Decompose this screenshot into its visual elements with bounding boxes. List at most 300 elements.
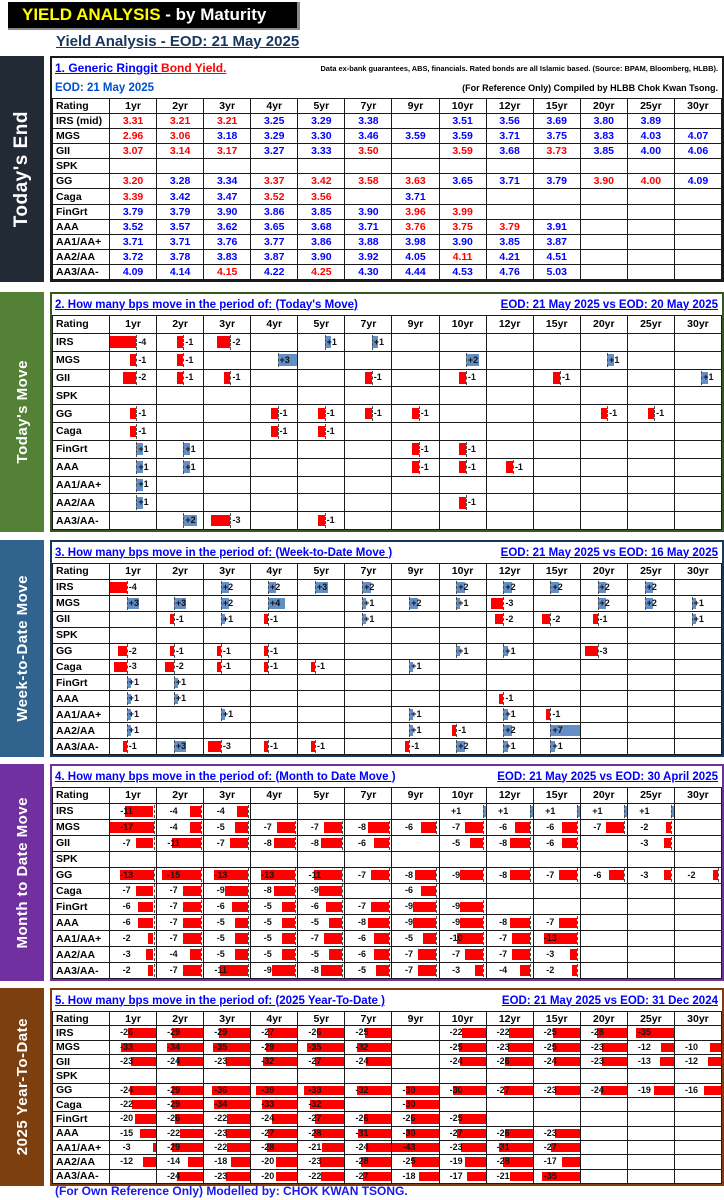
- move-value: -7: [122, 885, 131, 896]
- move-cell: [204, 1098, 251, 1112]
- move-cell: [110, 459, 157, 477]
- tenor-column-header: 7yr: [345, 788, 392, 804]
- yield-cell: 3.38: [345, 114, 392, 129]
- move-cell: [157, 352, 204, 370]
- move-cell: [534, 804, 581, 820]
- move-cell: [204, 931, 251, 947]
- negative-move-bar: [470, 838, 483, 848]
- move-cell: [110, 963, 157, 979]
- row-label: AAA: [53, 220, 110, 235]
- move-cell: [157, 899, 204, 915]
- empty-cell: [628, 441, 675, 459]
- yield-cell: 3.71: [157, 235, 204, 250]
- tenor-column-header: 1yr: [110, 316, 157, 334]
- empty-cell: [487, 370, 534, 388]
- move-cell: [628, 1041, 675, 1055]
- yield-cell: 3.76: [204, 235, 251, 250]
- empty-cell: [628, 1170, 675, 1184]
- databar-axis: [248, 821, 249, 834]
- negative-move-bar: [710, 1043, 721, 1052]
- move-value: -1: [269, 645, 278, 656]
- move-value: -27: [355, 1170, 369, 1181]
- move-value: -25: [355, 1027, 369, 1038]
- negative-move-bar: [459, 1043, 486, 1052]
- databar-axis: [671, 805, 672, 818]
- databar-axis: [248, 932, 249, 945]
- yield-cell: 4.00: [628, 174, 675, 189]
- empty-cell: [628, 723, 675, 739]
- empty-cell: [298, 628, 345, 644]
- empty-cell: [487, 441, 534, 459]
- move-value: -3: [640, 837, 649, 848]
- move-value: -25: [543, 1027, 557, 1038]
- move-cell: [345, 370, 392, 388]
- empty-cell: [392, 144, 439, 159]
- move-value: +2: [505, 581, 516, 592]
- negative-move-bar: [609, 870, 624, 880]
- tenor-column-header: 15yr: [534, 1012, 581, 1026]
- empty-cell: [628, 1098, 675, 1112]
- move-value: -1: [609, 408, 618, 419]
- move-cell: [157, 334, 204, 352]
- comparison-dates-label: EOD: 21 May 2025 vs EOD: 20 May 2025: [500, 298, 718, 311]
- yield-cell: 3.78: [157, 250, 204, 265]
- databar-axis: [483, 868, 484, 881]
- move-cell: [392, 899, 439, 915]
- move-cell: [298, 334, 345, 352]
- move-value: -30: [449, 1084, 463, 1095]
- negative-move-bar: [132, 1100, 156, 1109]
- move-value: -4: [216, 805, 225, 816]
- move-value: -26: [355, 1113, 369, 1124]
- empty-cell: [675, 1141, 722, 1155]
- empty-cell: [581, 334, 628, 352]
- tenor-column-header: 25yr: [628, 1012, 675, 1026]
- databar-axis: [577, 948, 578, 961]
- move-value: +1: [693, 597, 704, 608]
- empty-cell: [392, 852, 439, 868]
- empty-cell: [487, 512, 534, 530]
- negative-move-bar: [110, 582, 127, 592]
- empty-cell: [204, 459, 251, 477]
- move-cell: [251, 1084, 298, 1098]
- databar-axis: [154, 932, 155, 945]
- empty-cell: [157, 580, 204, 596]
- empty-cell: [581, 159, 628, 174]
- empty-cell: [581, 884, 628, 900]
- empty-cell: [345, 352, 392, 370]
- move-value: -11: [120, 805, 133, 816]
- databar-axis: [248, 948, 249, 961]
- tenor-column-header: 9yr: [392, 788, 439, 804]
- empty-cell: [581, 963, 628, 979]
- move-cell: [440, 915, 487, 931]
- section-title-red: Bond Yield.: [161, 61, 227, 75]
- row-label: AA1/AA+: [53, 1141, 110, 1155]
- move-cell: [345, 931, 392, 947]
- move-cell: [440, 868, 487, 884]
- move-value: +1: [364, 613, 375, 624]
- report-title: YIELD ANALYSIS: [22, 5, 161, 24]
- move-cell: [534, 370, 581, 388]
- move-cell: [487, 707, 534, 723]
- negative-move-bar: [118, 646, 126, 656]
- tenor-column-header: 9yr: [392, 564, 439, 580]
- move-value: -13: [637, 1056, 651, 1067]
- empty-cell: [298, 691, 345, 707]
- move-value: -29: [167, 1142, 181, 1153]
- negative-move-bar: [235, 933, 248, 943]
- yield-cell: 4.06: [675, 144, 722, 159]
- databar-axis: [389, 868, 390, 881]
- row-label: AA3/AA-: [53, 265, 110, 280]
- empty-cell: [581, 899, 628, 915]
- empty-cell: [534, 1069, 581, 1083]
- empty-cell: [298, 352, 345, 370]
- databar-axis: [577, 821, 578, 834]
- move-cell: [345, 1026, 392, 1040]
- empty-cell: [675, 1098, 722, 1112]
- move-value: -23: [308, 1156, 322, 1167]
- yield-cell: 4.51: [534, 250, 581, 265]
- empty-cell: [628, 915, 675, 931]
- databar-axis: [295, 884, 296, 897]
- tenor-column-header: 3yr: [204, 564, 251, 580]
- section-sidebar-month-to-date-move: [0, 764, 44, 981]
- move-cell: [204, 884, 251, 900]
- move-cell: [581, 405, 628, 423]
- move-cell: [440, 494, 487, 512]
- move-value: +1: [505, 645, 516, 656]
- empty-cell: [675, 1026, 722, 1040]
- databar-axis: [624, 868, 625, 881]
- move-cell: [392, 1141, 439, 1155]
- empty-cell: [675, 947, 722, 963]
- tenor-column-header: 30yr: [675, 564, 722, 580]
- negative-move-bar: [237, 806, 247, 816]
- yield-cell: 3.57: [157, 220, 204, 235]
- move-cell: [440, 963, 487, 979]
- move-value: -12: [120, 1156, 134, 1167]
- move-value: -20: [261, 1170, 275, 1181]
- yield-cell: 3.71: [487, 174, 534, 189]
- move-value: -8: [263, 885, 272, 896]
- move-cell: [251, 1055, 298, 1069]
- move-value: -2: [687, 869, 696, 880]
- negative-move-bar: [376, 965, 389, 975]
- move-cell: [628, 1084, 675, 1098]
- move-cell: [204, 612, 251, 628]
- empty-cell: [204, 352, 251, 370]
- tenor-column-header: 9yr: [392, 99, 439, 114]
- empty-cell: [487, 1069, 534, 1083]
- move-cell: [251, 963, 298, 979]
- empty-cell: [581, 220, 628, 235]
- empty-cell: [675, 628, 722, 644]
- yield-cell: 3.18: [204, 129, 251, 144]
- yield-cell: 3.90: [581, 174, 628, 189]
- empty-cell: [487, 387, 534, 405]
- tenor-column-header: 7yr: [345, 316, 392, 334]
- empty-cell: [392, 628, 439, 644]
- empty-cell: [345, 660, 392, 676]
- move-value: -34: [167, 1041, 181, 1052]
- tenor-column-header: 30yr: [675, 1012, 722, 1026]
- databar-axis: [342, 916, 343, 929]
- move-value: -1: [411, 741, 420, 752]
- empty-cell: [487, 852, 534, 868]
- tenor-column-header: 4yr: [251, 99, 298, 114]
- empty-cell: [110, 852, 157, 868]
- empty-cell: [440, 691, 487, 707]
- move-value: -28: [308, 1127, 322, 1138]
- move-cell: [204, 1127, 251, 1141]
- negative-move-bar: [515, 822, 530, 832]
- move-value: -7: [122, 837, 131, 848]
- empty-cell: [675, 352, 722, 370]
- tenor-column-header: 2yr: [157, 1012, 204, 1026]
- move-cell: [392, 1098, 439, 1112]
- move-cell: [110, 884, 157, 900]
- empty-cell: [204, 628, 251, 644]
- empty-cell: [251, 334, 298, 352]
- negative-move-bar: [177, 336, 184, 348]
- empty-cell: [675, 334, 722, 352]
- move-cell: [110, 1155, 157, 1169]
- empty-cell: [298, 387, 345, 405]
- row-label: IRS: [53, 334, 110, 352]
- move-cell: [110, 931, 157, 947]
- empty-cell: [581, 915, 628, 931]
- tenor-column-header: 1yr: [110, 1012, 157, 1026]
- empty-cell: [675, 1170, 722, 1184]
- row-label: GG: [53, 644, 110, 660]
- empty-cell: [440, 334, 487, 352]
- move-cell: [487, 1155, 534, 1169]
- move-value: -31: [355, 1127, 369, 1138]
- negative-move-bar: [510, 918, 530, 928]
- negative-move-bar: [217, 336, 230, 348]
- databar-axis: [389, 900, 390, 913]
- move-cell: [487, 739, 534, 755]
- empty-cell: [675, 1069, 722, 1083]
- move-value: -6: [357, 933, 366, 944]
- negative-move-bar: [704, 1086, 721, 1095]
- section-title-row: [52, 766, 722, 787]
- move-value: -2: [552, 613, 561, 624]
- move-cell: [298, 884, 345, 900]
- move-value: -1: [505, 693, 514, 704]
- empty-cell: [581, 189, 628, 204]
- yield-cell: 3.85: [298, 205, 345, 220]
- move-cell: [298, 405, 345, 423]
- move-cell: [675, 370, 722, 388]
- negative-move-bar: [230, 838, 248, 848]
- yield-cell: 4.03: [628, 129, 675, 144]
- move-value: -17: [120, 821, 134, 832]
- negative-move-bar: [324, 822, 342, 832]
- tenor-column-header: 15yr: [534, 99, 581, 114]
- negative-move-bar: [190, 806, 200, 816]
- move-value: -1: [326, 408, 335, 419]
- move-cell: [487, 915, 534, 931]
- move-value: -5: [405, 933, 414, 944]
- move-cell: [157, 1026, 204, 1040]
- move-cell: [345, 868, 392, 884]
- yield-cell: 3.27: [251, 144, 298, 159]
- move-cell: [298, 1084, 345, 1098]
- move-cell: [628, 1055, 675, 1069]
- move-cell: [581, 580, 628, 596]
- empty-cell: [204, 691, 251, 707]
- databar-axis: [671, 821, 672, 834]
- negative-move-bar: [235, 949, 248, 959]
- row-label: IRS: [53, 1026, 110, 1040]
- yield-cell: 3.79: [110, 205, 157, 220]
- yield-cell: 3.79: [157, 205, 204, 220]
- move-cell: [110, 1055, 157, 1069]
- move-value: -3: [546, 949, 555, 960]
- empty-cell: [628, 1127, 675, 1141]
- yield-cell: 4.30: [345, 265, 392, 280]
- section-panel-month-to-date-move: [50, 764, 724, 981]
- sidebar-label: Month to Date Move: [13, 796, 31, 949]
- negative-move-bar: [374, 838, 389, 848]
- move-cell: [581, 1055, 628, 1069]
- negative-move-bar: [459, 372, 466, 384]
- negative-move-bar: [177, 372, 184, 384]
- move-value: -8: [310, 837, 319, 848]
- empty-cell: [345, 189, 392, 204]
- move-cell: [157, 1098, 204, 1112]
- move-value: -2: [138, 372, 147, 383]
- empty-cell: [581, 739, 628, 755]
- move-value: -10: [684, 1041, 699, 1052]
- move-value: -4: [499, 965, 508, 976]
- empty-cell: [581, 459, 628, 477]
- move-value: -8: [263, 837, 272, 848]
- negative-move-bar: [190, 822, 200, 832]
- move-value: +4: [269, 597, 281, 608]
- yield-cell: 3.71: [392, 189, 439, 204]
- move-value: -32: [355, 1084, 369, 1095]
- databar-axis: [389, 932, 390, 945]
- move-value: -6: [593, 869, 602, 880]
- move-cell: [440, 596, 487, 612]
- move-cell: [204, 804, 251, 820]
- move-value: +1: [458, 645, 469, 656]
- move-cell: [298, 899, 345, 915]
- empty-cell: [440, 512, 487, 530]
- move-value: -1: [420, 443, 429, 454]
- move-value: +1: [326, 336, 337, 347]
- negative-move-bar: [412, 408, 419, 420]
- negative-move-bar: [509, 1028, 533, 1037]
- empty-cell: [440, 477, 487, 495]
- tenor-column-header: 3yr: [204, 1012, 251, 1026]
- move-value: -33: [120, 1041, 134, 1052]
- yield-cell: 3.31: [110, 114, 157, 129]
- move-value: -1: [562, 372, 571, 383]
- move-value: +1: [364, 597, 375, 608]
- move-value: -9: [405, 901, 414, 912]
- move-cell: [675, 1055, 722, 1069]
- negative-move-bar: [512, 949, 530, 959]
- empty-cell: [628, 370, 675, 388]
- move-cell: [345, 1041, 392, 1055]
- row-label: GG: [53, 1084, 110, 1098]
- yield-cell: 4.21: [487, 250, 534, 265]
- empty-cell: [345, 477, 392, 495]
- negative-move-bar: [271, 408, 278, 420]
- rating-column-header: Rating: [53, 1012, 110, 1026]
- move-cell: [345, 915, 392, 931]
- move-cell: [487, 1041, 534, 1055]
- move-value: -6: [546, 821, 555, 832]
- tenor-column-header: 12yr: [487, 788, 534, 804]
- negative-move-bar: [542, 614, 550, 624]
- databar-axis: [154, 916, 155, 929]
- yield-cell: 3.52: [251, 189, 298, 204]
- row-label: FinGrt: [53, 899, 110, 915]
- move-value: -26: [402, 1113, 416, 1124]
- negative-move-bar: [368, 822, 388, 832]
- move-value: -23: [120, 1056, 134, 1067]
- empty-cell: [675, 512, 722, 530]
- empty-cell: [345, 707, 392, 723]
- yield-cell: 4.11: [440, 250, 487, 265]
- move-value: -1: [514, 461, 523, 472]
- move-value: -1: [185, 354, 194, 365]
- move-value: -2: [122, 933, 131, 944]
- negative-move-bar: [329, 949, 342, 959]
- empty-cell: [581, 1155, 628, 1169]
- databar-axis: [342, 837, 343, 850]
- empty-cell: [675, 441, 722, 459]
- empty-cell: [487, 884, 534, 900]
- move-value: +1: [138, 461, 149, 472]
- empty-cell: [534, 852, 581, 868]
- move-value: -2: [122, 965, 131, 976]
- negative-move-bar: [272, 1114, 298, 1123]
- move-value: -6: [122, 917, 131, 928]
- move-cell: [251, 1141, 298, 1155]
- move-cell: [157, 868, 204, 884]
- row-label: SPK: [53, 387, 110, 405]
- empty-cell: [675, 114, 722, 129]
- yield-cell: 3.25: [251, 114, 298, 129]
- yield-cell: 4.00: [628, 144, 675, 159]
- move-cell: [440, 931, 487, 947]
- negative-move-bar: [460, 918, 483, 928]
- empty-cell: [251, 159, 298, 174]
- empty-cell: [675, 423, 722, 441]
- move-value: -5: [263, 949, 272, 960]
- move-cell: [204, 1084, 251, 1098]
- move-cell: [345, 405, 392, 423]
- tenor-column-header: 7yr: [345, 564, 392, 580]
- move-cell: [534, 947, 581, 963]
- empty-cell: [675, 1127, 722, 1141]
- move-value: -5: [216, 933, 225, 944]
- empty-cell: [440, 852, 487, 868]
- move-cell: [251, 1127, 298, 1141]
- move-cell: [298, 915, 345, 931]
- empty-cell: [675, 820, 722, 836]
- section-title: 5. How many bps move in the period of: (2025 Year-To-Date ): [55, 994, 385, 1007]
- databar-axis: [342, 821, 343, 834]
- move-cell: [251, 644, 298, 660]
